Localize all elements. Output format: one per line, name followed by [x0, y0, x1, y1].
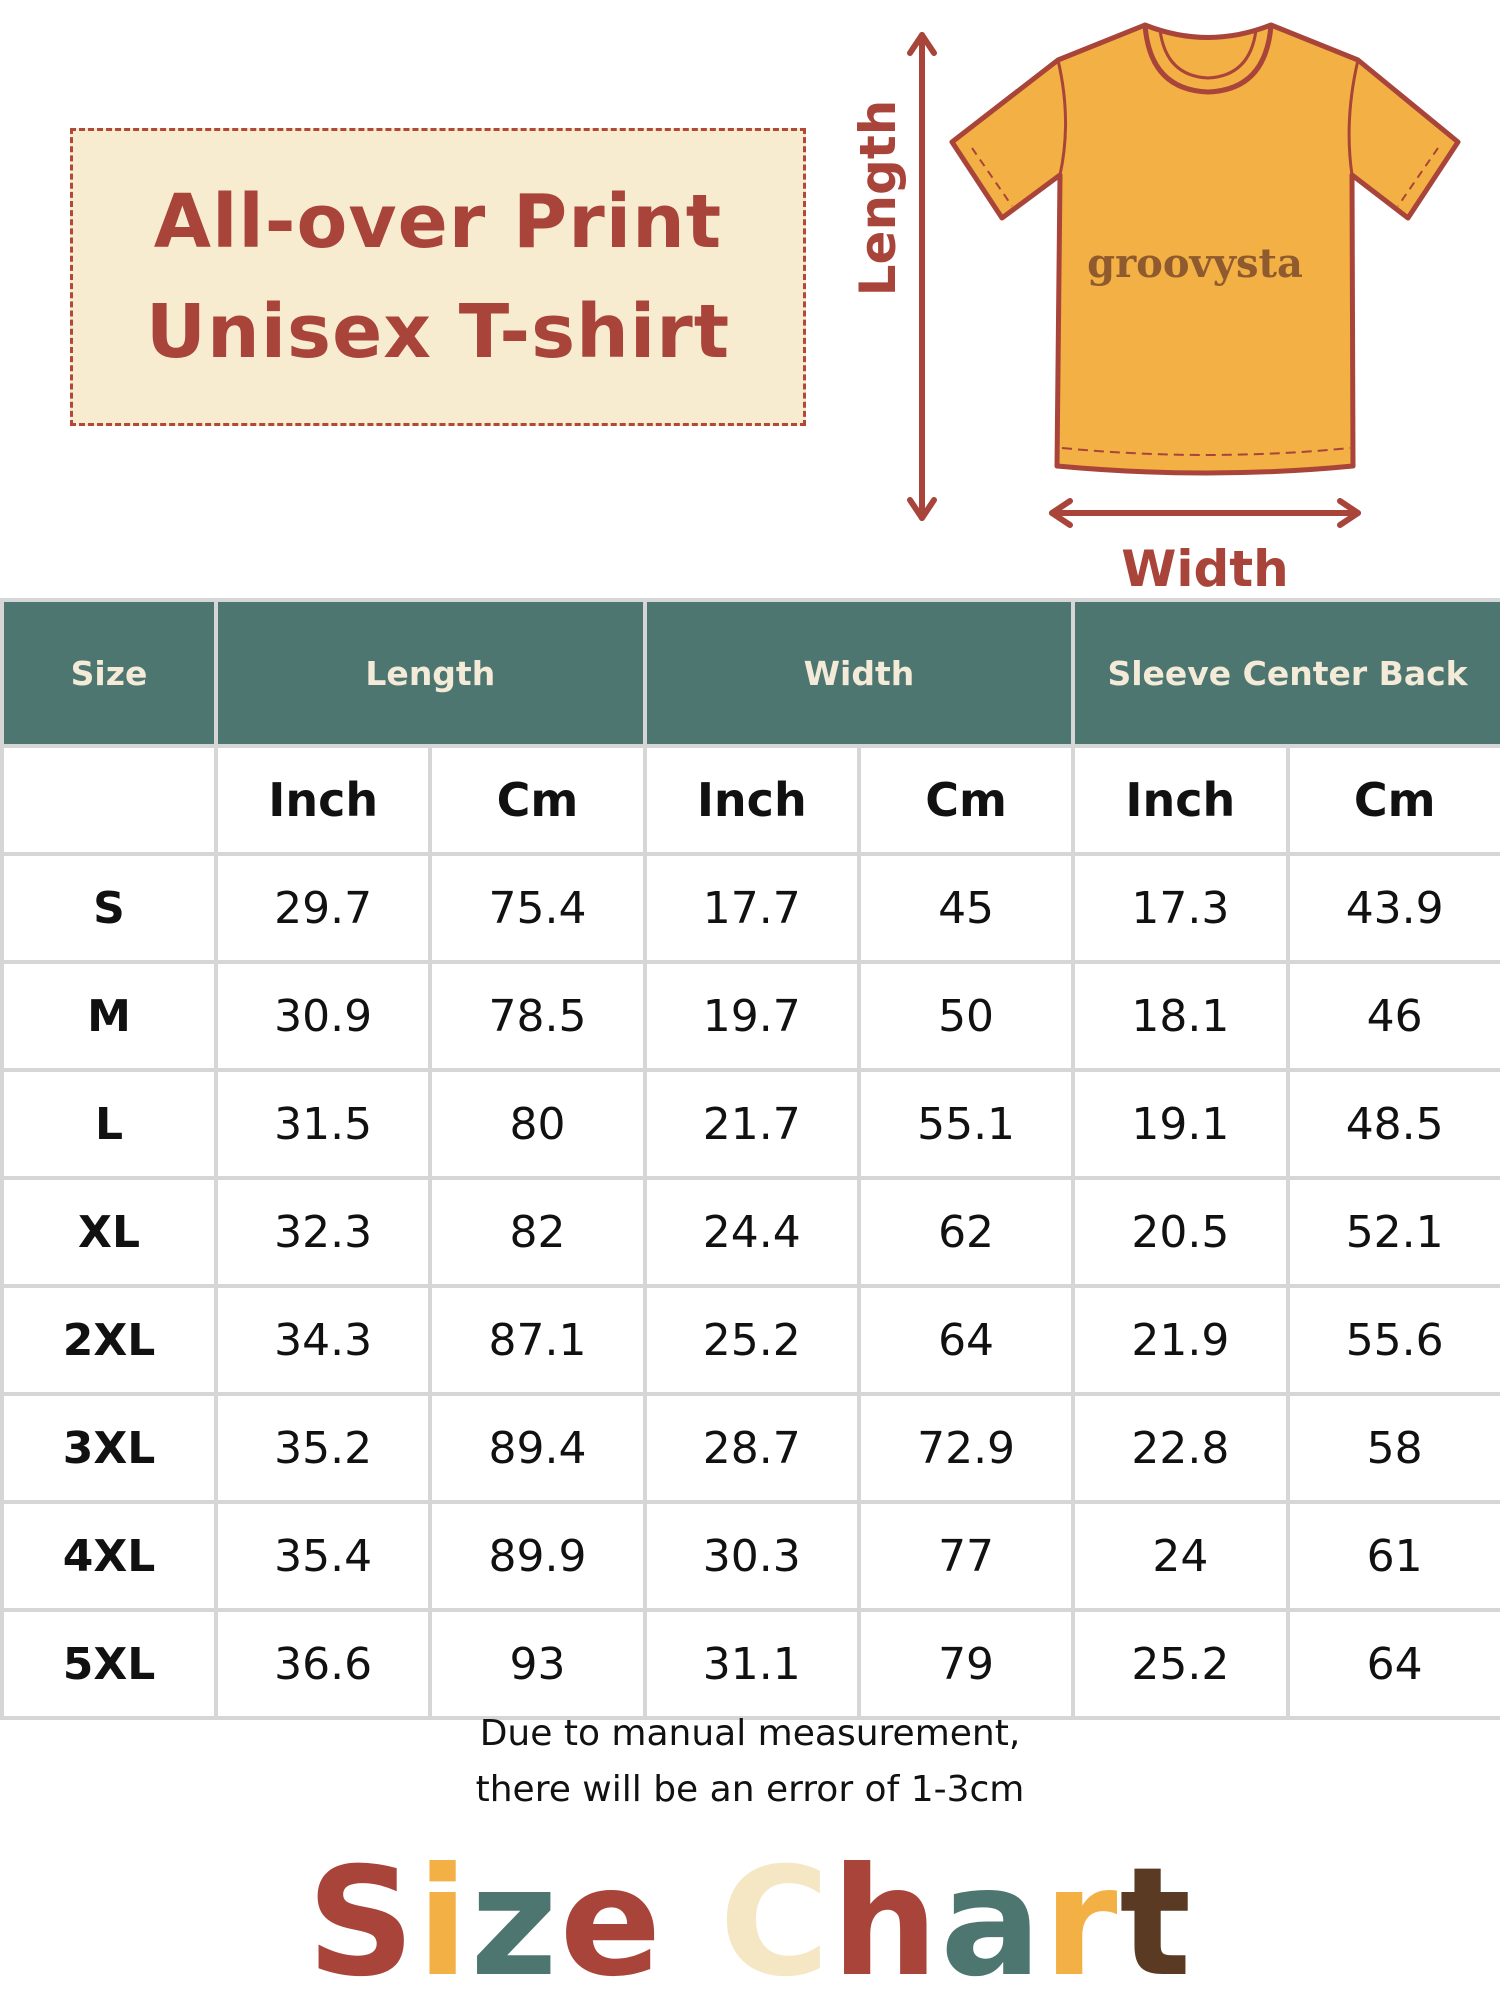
sleeve-cm-cell: 48.5 — [1288, 1070, 1500, 1178]
length-label: Length — [849, 99, 907, 297]
measurement-note — [0, 1706, 1500, 1818]
title-box — [70, 128, 806, 426]
length-inch-cell: 31.5 — [216, 1070, 430, 1178]
sleeve-inch-cell: 17.3 — [1073, 854, 1287, 962]
length-inch-cell: 30.9 — [216, 962, 430, 1070]
unit-row — [2, 746, 1500, 854]
unit-length-cm: Cm — [430, 746, 644, 854]
width-inch-cell: 17.7 — [645, 854, 859, 962]
table-row — [2, 1070, 1500, 1178]
size-cell: S — [2, 854, 216, 962]
size-cell: M — [2, 962, 216, 1070]
width-cm-cell: 45 — [859, 854, 1073, 962]
width-inch-cell: 19.7 — [645, 962, 859, 1070]
unit-width-inch: Inch — [645, 746, 859, 854]
sleeve-inch-cell: 22.8 — [1073, 1394, 1287, 1502]
title-line-2: Unisex T-shirt — [145, 289, 731, 375]
sleeve-cm-cell: 52.1 — [1288, 1178, 1500, 1286]
table-row — [2, 1394, 1500, 1502]
unit-sleeve-cm: Cm — [1288, 746, 1500, 854]
size-cell: 2XL — [2, 1286, 216, 1394]
length-cm-cell: 89.4 — [430, 1394, 644, 1502]
title-letter: z — [470, 1836, 560, 2010]
width-cm-cell: 55.1 — [859, 1070, 1073, 1178]
brand-logo-text: groovysta — [1087, 240, 1303, 287]
sleeve-inch-cell: 19.1 — [1073, 1070, 1287, 1178]
table-row — [2, 1286, 1500, 1394]
table-row — [2, 1610, 1500, 1718]
size-chart-title — [0, 1838, 1500, 2008]
width-label: Width — [1121, 540, 1289, 598]
length-cm-cell: 93 — [430, 1610, 644, 1718]
width-cm-cell: 64 — [859, 1286, 1073, 1394]
tshirt-illustration — [840, 10, 1500, 600]
sleeve-inch-cell: 25.2 — [1073, 1610, 1287, 1718]
length-cm-cell: 75.4 — [430, 854, 644, 962]
title-letter: S — [306, 1836, 417, 2010]
table-row — [2, 1502, 1500, 1610]
size-cell: 4XL — [2, 1502, 216, 1610]
width-inch-cell: 28.7 — [645, 1394, 859, 1502]
size-cell: 5XL — [2, 1610, 216, 1718]
unit-length-inch: Inch — [216, 746, 430, 854]
size-table — [0, 598, 1500, 1720]
sleeve-inch-cell: 18.1 — [1073, 962, 1287, 1070]
title-letter: a — [940, 1836, 1044, 2010]
width-inch-cell: 24.4 — [645, 1178, 859, 1286]
size-cell: L — [2, 1070, 216, 1178]
length-cm-cell: 80 — [430, 1070, 644, 1178]
width-cm-cell: 72.9 — [859, 1394, 1073, 1502]
width-cm-cell: 79 — [859, 1610, 1073, 1718]
width-inch-cell: 30.3 — [645, 1502, 859, 1610]
length-inch-cell: 35.2 — [216, 1394, 430, 1502]
sleeve-cm-cell: 55.6 — [1288, 1286, 1500, 1394]
title-letter: C — [719, 1836, 832, 2010]
table-row — [2, 1178, 1500, 1286]
length-cm-cell: 87.1 — [430, 1286, 644, 1394]
width-cm-cell: 77 — [859, 1502, 1073, 1610]
table-header-row — [2, 600, 1500, 746]
length-cm-cell: 78.5 — [430, 962, 644, 1070]
length-arrow — [910, 35, 934, 518]
size-cell: 3XL — [2, 1394, 216, 1502]
size-cell: XL — [2, 1178, 216, 1286]
header-size: Size — [2, 600, 216, 746]
sleeve-inch-cell: 24 — [1073, 1502, 1287, 1610]
sleeve-inch-cell: 21.9 — [1073, 1286, 1287, 1394]
sleeve-inch-cell: 20.5 — [1073, 1178, 1287, 1286]
length-inch-cell: 29.7 — [216, 854, 430, 962]
width-inch-cell: 31.1 — [645, 1610, 859, 1718]
title-letter: r — [1043, 1836, 1120, 2010]
sleeve-cm-cell: 43.9 — [1288, 854, 1500, 962]
sleeve-cm-cell: 61 — [1288, 1502, 1500, 1610]
sleeve-cm-cell: 46 — [1288, 962, 1500, 1070]
table-row — [2, 854, 1500, 962]
width-arrow — [1052, 501, 1358, 525]
length-inch-cell: 32.3 — [216, 1178, 430, 1286]
length-cm-cell: 82 — [430, 1178, 644, 1286]
note-line-1: Due to manual measurement, — [479, 1713, 1021, 1754]
title-letter: i — [416, 1836, 471, 2010]
width-inch-cell: 21.7 — [645, 1070, 859, 1178]
sleeve-cm-cell: 58 — [1288, 1394, 1500, 1502]
unit-sleeve-inch: Inch — [1073, 746, 1287, 854]
header-length: Length — [216, 600, 645, 746]
sleeve-cm-cell: 64 — [1288, 1610, 1500, 1718]
unit-empty-cell — [2, 746, 216, 854]
width-cm-cell: 62 — [859, 1178, 1073, 1286]
title-letter: e — [559, 1836, 664, 2010]
header-width: Width — [645, 600, 1074, 746]
title-letter: t — [1119, 1836, 1194, 2010]
note-line-2: there will be an error of 1-3cm — [475, 1769, 1025, 1810]
title-line-1: All-over Print — [153, 179, 723, 265]
table-row — [2, 962, 1500, 1070]
width-inch-cell: 25.2 — [645, 1286, 859, 1394]
length-inch-cell: 35.4 — [216, 1502, 430, 1610]
width-cm-cell: 50 — [859, 962, 1073, 1070]
title-letter: h — [831, 1836, 941, 2010]
header-sleeve: Sleeve Center Back — [1073, 600, 1500, 746]
unit-width-cm: Cm — [859, 746, 1073, 854]
length-inch-cell: 36.6 — [216, 1610, 430, 1718]
length-inch-cell: 34.3 — [216, 1286, 430, 1394]
length-cm-cell: 89.9 — [430, 1502, 644, 1610]
